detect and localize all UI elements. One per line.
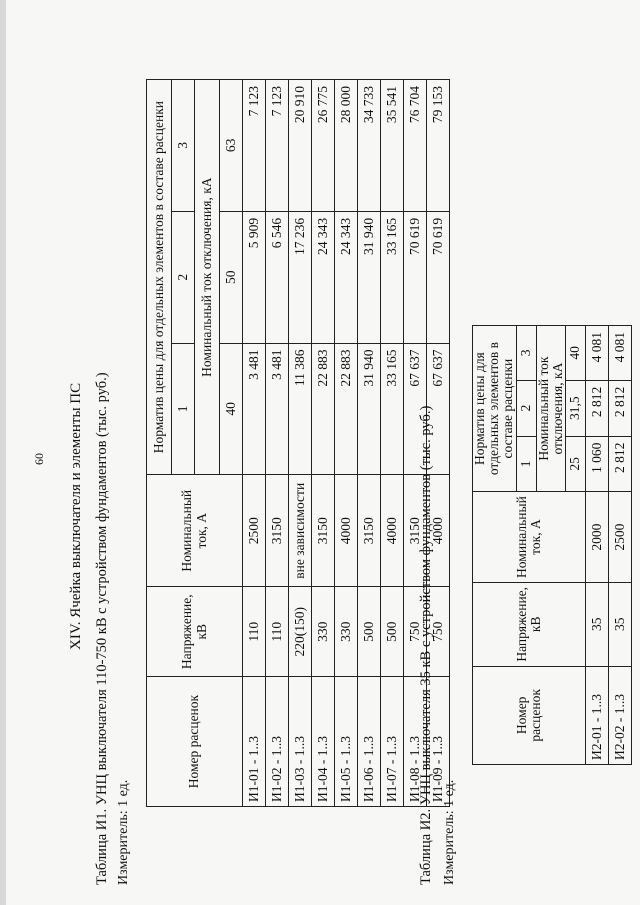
cell-value-3: 34 733 <box>358 80 381 212</box>
cell-code: И2-01 - 1..3 <box>585 666 608 764</box>
table-row <box>312 80 335 807</box>
table2-header-ka1: 25 <box>565 436 585 492</box>
table1-header-col3: 3 <box>172 80 195 212</box>
cell-voltage: 500 <box>358 587 381 677</box>
table-row <box>585 326 608 765</box>
table2-header-col2: 2 <box>516 380 536 436</box>
table1-title: Таблица И1. УНЦ выключателя 110-750 кВ с устройством фундаментов (тыс. руб.) <box>94 372 110 885</box>
cell-value-1: 31 940 <box>358 343 381 475</box>
cell-voltage: 750 <box>427 587 450 677</box>
cell-code: И1-03 - 1..3 <box>289 677 312 807</box>
table1-header-ka2: 50 <box>220 211 243 343</box>
table2-measure: Измеритель: 1 ед. <box>442 779 457 885</box>
table2-title: Таблица И2. УНЦ выключателя 35 кВ с устройством фундаментов (тыс. руб.) <box>418 405 434 885</box>
table2-header-ka2: 31,5 <box>565 380 585 436</box>
table2-header-breaking: Номинальный ток отключения, кА <box>536 326 565 492</box>
cell-value-3: 76 704 <box>404 80 427 212</box>
table2-header-col1: 1 <box>516 436 536 492</box>
table-row <box>608 326 631 765</box>
table-row <box>335 80 358 807</box>
cell-value-3: 4 081 <box>608 326 631 381</box>
cell-value-1: 22 883 <box>312 343 335 475</box>
cell-current: 2500 <box>608 492 631 583</box>
cell-voltage: 110 <box>266 587 289 677</box>
cell-value-3: 4 081 <box>585 326 608 381</box>
cell-code: И1-07 - 1..3 <box>381 677 404 807</box>
document-page <box>6 0 640 905</box>
cell-voltage: 500 <box>381 587 404 677</box>
cell-value-1: 1 060 <box>585 436 608 492</box>
table2 <box>472 325 632 765</box>
table2-header-voltage: Напряжение, кВ <box>473 582 586 666</box>
cell-code: И2-02 - 1..3 <box>608 666 631 764</box>
cell-value-3: 79 153 <box>427 80 450 212</box>
cell-value-2: 17 236 <box>289 211 312 343</box>
cell-code: И1-04 - 1..3 <box>312 677 335 807</box>
cell-value-1: 67 637 <box>427 343 450 475</box>
table1-header-norm: Норматив цены для отдельных элементов в составе расценки <box>147 80 172 475</box>
cell-voltage: 330 <box>312 587 335 677</box>
table1-header-ka1: 40 <box>220 343 243 475</box>
cell-current: 2000 <box>585 492 608 583</box>
cell-code: И1-06 - 1..3 <box>358 677 381 807</box>
cell-value-2: 33 165 <box>381 211 404 343</box>
cell-current: 2500 <box>243 475 266 587</box>
table1-header-ka3: 63 <box>220 80 243 212</box>
table2-header-current: Номинальный ток, А <box>473 492 586 583</box>
cell-value-2: 24 343 <box>335 211 358 343</box>
cell-value-3: 7 123 <box>266 80 289 212</box>
cell-value-3: 28 000 <box>335 80 358 212</box>
cell-voltage: 220(150) <box>289 587 312 677</box>
cell-voltage: 330 <box>335 587 358 677</box>
cell-value-3: 20 910 <box>289 80 312 212</box>
cell-current: 3150 <box>404 475 427 587</box>
cell-value-3: 35 541 <box>381 80 404 212</box>
table1-header-breaking: Номинальный ток отключения, кА <box>195 80 220 475</box>
cell-value-2: 70 619 <box>427 211 450 343</box>
cell-value-2: 70 619 <box>404 211 427 343</box>
cell-value-3: 26 775 <box>312 80 335 212</box>
table-row <box>289 80 312 807</box>
cell-current: 3150 <box>266 475 289 587</box>
cell-current: 3150 <box>358 475 381 587</box>
cell-code: И1-02 - 1..3 <box>266 677 289 807</box>
cell-value-3: 7 123 <box>243 80 266 212</box>
table1-header-voltage: Напряжение, кВ <box>147 587 243 677</box>
cell-value-2: 24 343 <box>312 211 335 343</box>
table1 <box>146 79 450 807</box>
cell-value-1: 22 883 <box>335 343 358 475</box>
cell-current: 4000 <box>427 475 450 587</box>
rotated-content <box>6 0 640 905</box>
table1-header-col1: 1 <box>172 343 195 475</box>
cell-code: И1-01 - 1..3 <box>243 677 266 807</box>
cell-value-2: 2 812 <box>585 380 608 436</box>
section-heading: XIV. Ячейка выключателя и элементы ПС <box>68 382 84 650</box>
cell-value-2: 6 546 <box>266 211 289 343</box>
cell-code: И1-05 - 1..3 <box>335 677 358 807</box>
cell-value-1: 2 812 <box>608 436 631 492</box>
cell-value-2: 31 940 <box>358 211 381 343</box>
cell-voltage: 35 <box>585 582 608 666</box>
cell-value-1: 11 386 <box>289 343 312 475</box>
table1-header-current: Номинальный ток, А <box>147 475 243 587</box>
table2-header-code: Номер расценок <box>473 666 586 764</box>
table2-header-ka3: 40 <box>565 326 585 381</box>
cell-value-1: 3 481 <box>266 343 289 475</box>
cell-voltage: 110 <box>243 587 266 677</box>
table1-measure: Измеритель: 1 ед. <box>116 779 131 885</box>
cell-voltage: 750 <box>404 587 427 677</box>
cell-voltage: 35 <box>608 582 631 666</box>
cell-current: 4000 <box>335 475 358 587</box>
table-row <box>358 80 381 807</box>
cell-current: вне зависимости <box>289 475 312 587</box>
cell-code: И1-08 - 1..3 <box>404 677 427 807</box>
page-number: 60 <box>32 453 46 465</box>
cell-value-2: 5 909 <box>243 211 266 343</box>
cell-value-1: 67 637 <box>404 343 427 475</box>
table2-header-norm: Норматив цены для отдельных элементов в составе расценки <box>473 326 517 492</box>
table1-header-code: Номер расценок <box>147 677 243 807</box>
cell-value-1: 3 481 <box>243 343 266 475</box>
cell-code: И1-09 - 1..3 <box>427 677 450 807</box>
cell-current: 3150 <box>312 475 335 587</box>
table2-header-col3: 3 <box>516 326 536 381</box>
cell-current: 4000 <box>381 475 404 587</box>
cell-value-1: 33 165 <box>381 343 404 475</box>
table-row <box>381 80 404 807</box>
table-row <box>243 80 266 807</box>
cell-value-2: 2 812 <box>608 380 631 436</box>
table1-header-col2: 2 <box>172 211 195 343</box>
table-row <box>266 80 289 807</box>
